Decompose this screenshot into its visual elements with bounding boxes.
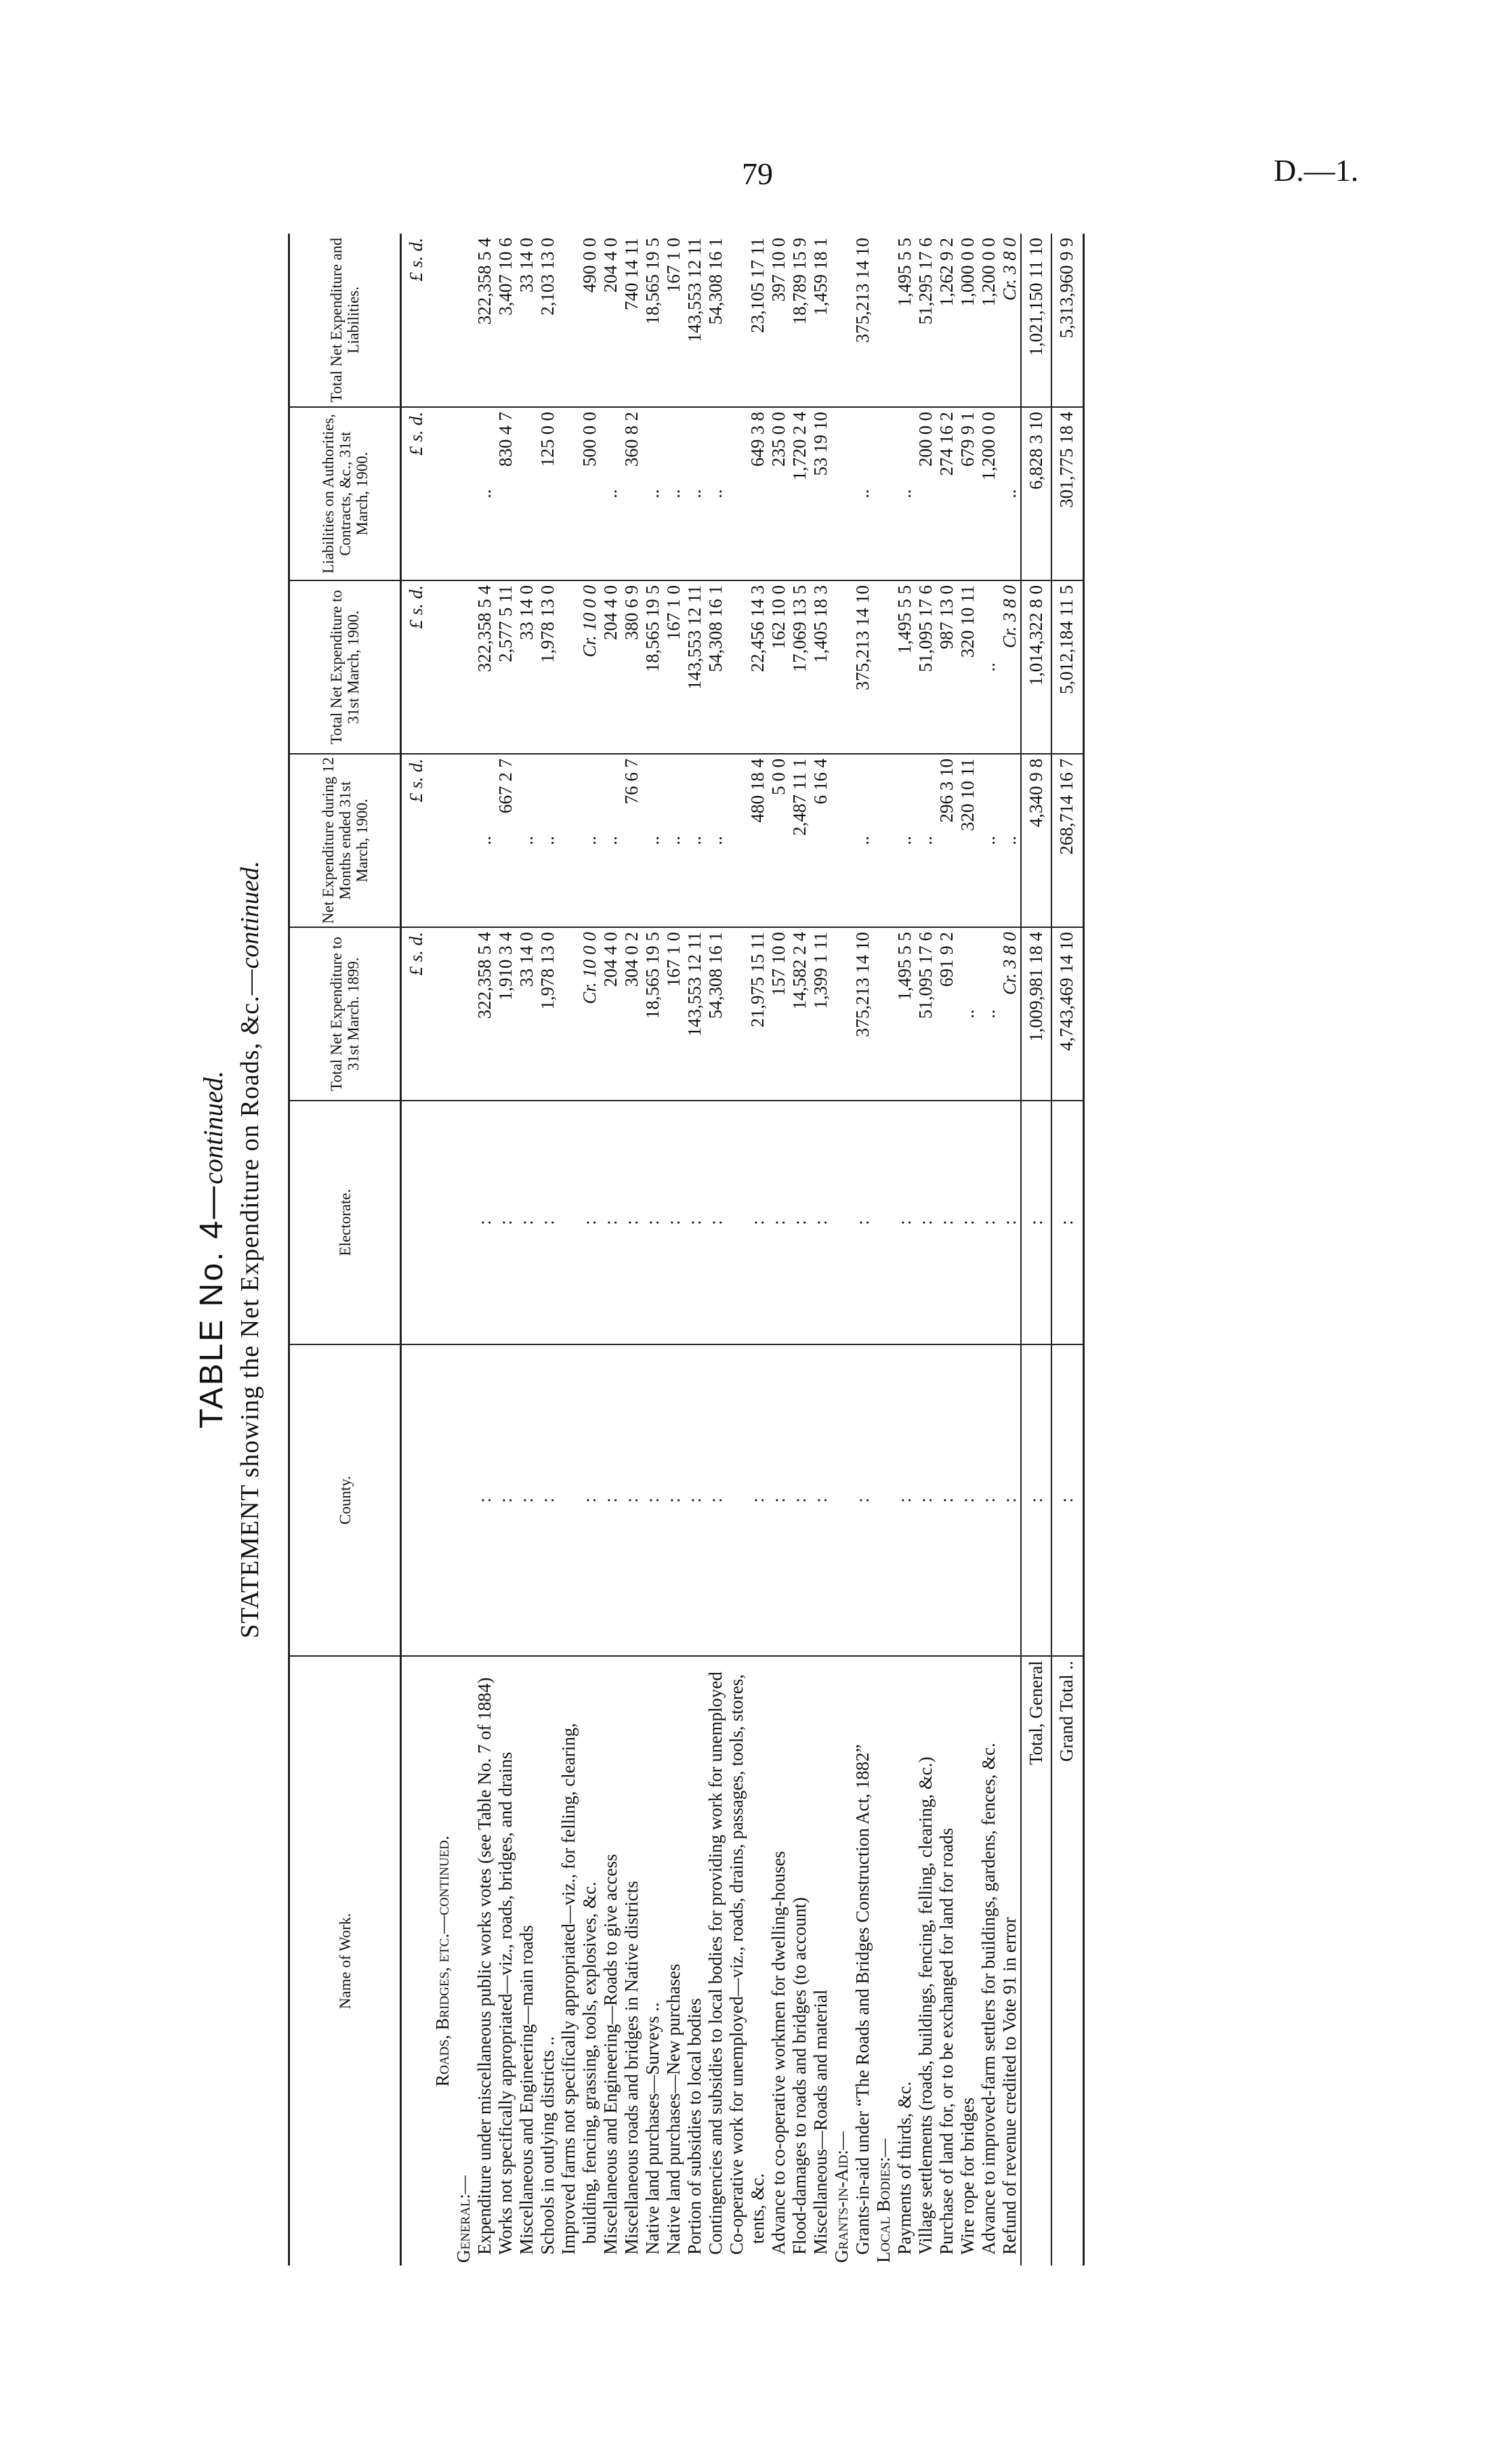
table-row [789, 234, 810, 2266]
amount-cell: 6,828 3 10 [1021, 407, 1051, 580]
amount-cell: 322,358 5 4 [474, 580, 495, 754]
amount-cell [453, 580, 474, 754]
amount-cell: 268,714 16 7 [1051, 754, 1084, 927]
work-name: Grants-in-aid under “The Roads and Bridges Construction Act, 1882” [852, 1744, 873, 2255]
county-cell: : [852, 1344, 873, 1656]
amount-cell: 3,407 10 6 [495, 234, 516, 407]
amount-cell: 500 0 0 [558, 407, 600, 580]
column-header: Name of Work. [289, 1656, 401, 2266]
amount-cell: 1,014,322 8 0 [1021, 580, 1051, 754]
amount-cell: 1,495 5 5 [894, 927, 915, 1101]
electorate-cell: : [516, 1101, 537, 1344]
amount-cell: 33 14 0 [516, 580, 537, 754]
county-cell [432, 1344, 453, 1656]
electorate-cell: : [1021, 1101, 1051, 1344]
amount-cell: 320 10 11 [957, 754, 978, 927]
work-name: Grand Total .. [1051, 1656, 1084, 2266]
section-row [873, 234, 894, 2266]
amount-cell [453, 407, 474, 580]
amount-cell: 649 3 8 [726, 407, 768, 580]
amount-cell: .. [537, 754, 558, 927]
amount-cell: 987 13 0 [936, 580, 957, 754]
amount-cell: 830 4 7 [495, 407, 516, 580]
amount-cell: .. [705, 407, 726, 580]
amount-cell: 23,105 17 11 [726, 234, 768, 407]
amount-cell: 1,910 3 4 [495, 927, 516, 1101]
amount-cell: 322,358 5 4 [474, 927, 495, 1101]
electorate-cell: : [978, 1101, 999, 1344]
table-row [726, 234, 768, 2266]
electorate-cell: : [1051, 1101, 1084, 1344]
amount-cell [453, 754, 474, 927]
expenditure-table [288, 234, 1085, 2266]
table-title [193, 234, 230, 2266]
amount-cell: 54,308 16 1 [705, 927, 726, 1101]
amount-cell: .. [474, 754, 495, 927]
electorate-cell: : [621, 1101, 642, 1344]
amount-cell: 167 1 0 [663, 234, 684, 407]
table-row [936, 234, 957, 2266]
amount-cell: 14,582 2 4 [789, 927, 810, 1101]
amount-cell [873, 754, 894, 927]
work-name: Schools in outlying districts .. [537, 2036, 558, 2255]
county-cell: : [1021, 1344, 1051, 1656]
county-cell: : [957, 1344, 978, 1656]
amount-cell: 1,978 13 0 [537, 580, 558, 754]
amount-cell: .. [957, 927, 978, 1101]
document-reference: D.—1. [1274, 153, 1359, 188]
column-header: Net Expenditure during 12 Months ended 31st March, 1900. [289, 754, 401, 927]
county-cell: : [915, 1344, 936, 1656]
column-header: Total Net Expenditure to 31st March, 1900. [289, 580, 401, 754]
electorate-cell [432, 1101, 453, 1344]
amount-cell [873, 580, 894, 754]
amount-cell: Cr. 3 8 0 [999, 234, 1021, 407]
table-subtitle [235, 234, 265, 2266]
table-row [642, 234, 663, 2266]
amount-cell [453, 927, 474, 1101]
county-cell: : [999, 1344, 1021, 1656]
table-row [957, 234, 978, 2266]
amount-cell: 17,069 13 5 [789, 580, 810, 754]
amount-cell [831, 927, 852, 1101]
work-name: Miscellaneous—Roads and material [810, 1989, 831, 2255]
amount-cell: 204 4 0 [600, 927, 621, 1101]
amount-cell: 320 10 11 [957, 580, 978, 754]
work-name: Refund of revenue credited to Vote 91 in error [999, 1917, 1020, 2255]
electorate-cell: : [789, 1101, 810, 1344]
amount-cell: 18,789 15 9 [789, 234, 810, 407]
units-cell: £ s. d. [401, 754, 433, 927]
work-name: Expenditure under miscellaneous public works votes (see Table No. 7 of 1884) [474, 1677, 495, 2255]
county-cell: : [621, 1344, 642, 1656]
work-name: Roads, Bridges, etc.—continued. [432, 1835, 453, 2087]
electorate-cell: : [600, 1101, 621, 1344]
work-name: Flood-damages to roads and bridges (to account) [789, 1897, 810, 2255]
work-name: Wire rope for bridges [957, 2097, 978, 2255]
amount-cell: 274 16 2 [936, 407, 957, 580]
amount-cell: 204 4 0 [600, 234, 621, 407]
amount-cell: Cr. 3 8 0 [999, 580, 1021, 754]
work-name: Contingencies and subsidies to local bodies for providing work for unemployed [705, 1672, 726, 2255]
amount-cell: .. [978, 580, 999, 754]
amount-cell [432, 407, 453, 580]
work-name: Miscellaneous and Engineering—Roads to give access [600, 1854, 621, 2255]
blank-cell [401, 1101, 433, 1344]
amount-cell [831, 234, 852, 407]
table-row [768, 234, 789, 2266]
amount-cell: .. [978, 927, 999, 1101]
county-cell: : [474, 1344, 495, 1656]
amount-cell: 490 0 0 [558, 234, 600, 407]
amount-cell: .. [642, 407, 663, 580]
amount-cell: 4,743,469 14 10 [1051, 927, 1084, 1101]
amount-cell: 5,012,184 11 5 [1051, 580, 1084, 754]
amount-cell: Cr. 10 0 0 [558, 580, 600, 754]
amount-cell: .. [915, 754, 936, 927]
table-title-continued: continued. [198, 1070, 228, 1185]
amount-cell [831, 407, 852, 580]
total-row [1021, 234, 1051, 2266]
table-row [474, 234, 495, 2266]
electorate-cell: : [957, 1101, 978, 1344]
amount-cell: 1,009,981 18 4 [1021, 927, 1051, 1101]
amount-cell: .. [705, 754, 726, 927]
units-row [401, 234, 433, 2266]
amount-cell: 1,405 18 3 [810, 580, 831, 754]
work-name: Miscellaneous roads and bridges in Native districts [621, 1881, 642, 2255]
electorate-cell: : [558, 1101, 600, 1344]
amount-cell: 304 0 2 [621, 927, 642, 1101]
electorate-cell: : [768, 1101, 789, 1344]
amount-cell: 1,495 5 5 [894, 580, 915, 754]
amount-cell [432, 580, 453, 754]
county-cell: : [936, 1344, 957, 1656]
work-name: Native land purchases—New purchases [663, 1963, 684, 2255]
amount-cell: 162 10 0 [768, 580, 789, 754]
county-cell: : [978, 1344, 999, 1656]
county-cell: : [537, 1344, 558, 1656]
amount-cell: Cr. 10 0 0 [558, 927, 600, 1101]
amount-cell: 51,095 17 6 [915, 580, 936, 754]
amount-cell: .. [852, 407, 873, 580]
electorate-cell: : [537, 1101, 558, 1344]
amount-cell: 740 14 11 [621, 234, 642, 407]
amount-cell: .. [894, 407, 915, 580]
work-name: Advance to co-operative workmen for dwelling-houses [768, 1850, 789, 2255]
amount-cell: 375,213 14 10 [852, 234, 873, 407]
work-name: Purchase of land for, or to be exchanged for land for roads [936, 1827, 957, 2255]
county-cell: : [642, 1344, 663, 1656]
county-cell: : [810, 1344, 831, 1656]
amount-cell: .. [600, 407, 621, 580]
amount-cell: 679 9 1 [957, 407, 978, 580]
county-cell: : [726, 1344, 768, 1656]
table-row [915, 234, 936, 2266]
amount-cell: 1,200 0 0 [978, 407, 999, 580]
amount-cell: 380 6 9 [621, 580, 642, 754]
amount-cell [432, 234, 453, 407]
amount-cell: .. [684, 754, 705, 927]
electorate-cell [453, 1101, 474, 1344]
amount-cell: .. [558, 754, 600, 927]
amount-cell: 204 4 0 [600, 580, 621, 754]
amount-cell: 5 0 0 [768, 754, 789, 927]
electorate-cell: : [663, 1101, 684, 1344]
table-row [999, 234, 1021, 2266]
county-cell: : [495, 1344, 516, 1656]
table-body [401, 234, 1084, 2266]
amount-cell: .. [999, 407, 1021, 580]
amount-cell [453, 234, 474, 407]
amount-cell: 54,308 16 1 [705, 234, 726, 407]
amount-cell [516, 407, 537, 580]
amount-cell: 143,553 12 11 [684, 580, 705, 754]
amount-cell: 200 0 0 [915, 407, 936, 580]
amount-cell: 33 14 0 [516, 927, 537, 1101]
work-name: Co-operative work for unemployed—viz., roads, drains, passages, tools, stores, tents, &c. [726, 1674, 768, 2255]
table-row [621, 234, 642, 2266]
amount-cell: 33 14 0 [516, 234, 537, 407]
county-cell [831, 1344, 852, 1656]
amount-cell: 360 8 2 [621, 407, 642, 580]
column-header: Liabilities on Authorities, Contracts, &c., 31st March, 1900. [289, 407, 401, 580]
grand-row [1051, 234, 1084, 2266]
amount-cell: 1,262 9 2 [936, 234, 957, 407]
amount-cell: 167 1 0 [663, 580, 684, 754]
work-name: Local Bodies:— [873, 2138, 894, 2263]
amount-cell: 1,720 2 4 [789, 407, 810, 580]
amount-cell: .. [684, 407, 705, 580]
blank-cell [401, 1344, 433, 1656]
electorate-cell: : [726, 1101, 768, 1344]
amount-cell [831, 754, 852, 927]
amount-cell: .. [852, 754, 873, 927]
table-row [684, 234, 705, 2266]
electorate-cell: : [852, 1101, 873, 1344]
amount-cell [432, 754, 453, 927]
page-number: 79 [742, 156, 773, 191]
electorate-cell: : [495, 1101, 516, 1344]
column-header: County. [289, 1344, 401, 1656]
amount-cell: .. [999, 754, 1021, 927]
amount-cell: 125 0 0 [537, 407, 558, 580]
amount-cell: 1,495 5 5 [894, 234, 915, 407]
amount-cell: 21,975 15 11 [726, 927, 768, 1101]
amount-cell: 1,200 0 0 [978, 234, 999, 407]
table-row [663, 234, 684, 2266]
amount-cell: 1,000 0 0 [957, 234, 978, 407]
units-cell: £ s. d. [401, 927, 433, 1101]
electorate-cell: : [915, 1101, 936, 1344]
table-row [894, 234, 915, 2266]
amount-cell: 375,213 14 10 [852, 927, 873, 1101]
electorate-cell: : [810, 1101, 831, 1344]
amount-cell: 397 10 0 [768, 234, 789, 407]
center-row [432, 234, 453, 2266]
column-header: Total Net Expenditure and Liabilities. [289, 234, 401, 407]
table-row [705, 234, 726, 2266]
amount-cell: 22,456 14 3 [726, 580, 768, 754]
amount-cell: 6 16 4 [810, 754, 831, 927]
work-name: Improved farms not specifically appropriated—viz., for felling, clearing, building, fencing, grassing, tools, explosives, &c. [558, 1723, 600, 2255]
county-cell: : [516, 1344, 537, 1656]
amount-cell: .. [894, 754, 915, 927]
amount-cell: 2,487 11 1 [789, 754, 810, 927]
work-name: Miscellaneous and Engineering—main roads [516, 1925, 537, 2255]
work-name: Grants-in-Aid:— [831, 2131, 852, 2263]
units-cell: £ s. d. [401, 234, 433, 407]
amount-cell: 375,213 14 10 [852, 580, 873, 754]
table-row [537, 234, 558, 2266]
table-row [978, 234, 999, 2266]
county-cell: : [1051, 1344, 1084, 1656]
electorate-cell [831, 1101, 852, 1344]
table-title-main: TABLE No. 4— [194, 1184, 230, 1429]
amount-cell: 235 0 0 [768, 407, 789, 580]
amount-cell: 322,358 5 4 [474, 234, 495, 407]
county-cell: : [705, 1344, 726, 1656]
amount-cell: 1,021,150 11 10 [1021, 234, 1051, 407]
amount-cell: 2,103 13 0 [537, 234, 558, 407]
amount-cell: Cr. 3 8 0 [999, 927, 1021, 1101]
table-row [495, 234, 516, 2266]
amount-cell: 76 6 7 [621, 754, 642, 927]
amount-cell: 480 18 4 [726, 754, 768, 927]
amount-cell: .. [663, 754, 684, 927]
county-cell: : [663, 1344, 684, 1656]
electorate-cell: : [999, 1101, 1021, 1344]
county-cell [873, 1344, 894, 1656]
amount-cell: 667 2 7 [495, 754, 516, 927]
amount-cell: 1,459 18 1 [810, 234, 831, 407]
amount-cell [873, 407, 894, 580]
electorate-cell: : [642, 1101, 663, 1344]
table-row [516, 234, 537, 2266]
amount-cell: 51,095 17 6 [915, 927, 936, 1101]
electorate-cell: : [936, 1101, 957, 1344]
amount-cell: 1,978 13 0 [537, 927, 558, 1101]
electorate-cell: : [705, 1101, 726, 1344]
amount-cell: .. [474, 407, 495, 580]
county-cell: : [600, 1344, 621, 1656]
table-row [810, 234, 831, 2266]
amount-cell [873, 927, 894, 1101]
units-cell: £ s. d. [401, 580, 433, 754]
county-cell: : [894, 1344, 915, 1656]
amount-cell: 18,565 19 5 [642, 927, 663, 1101]
amount-cell: .. [516, 754, 537, 927]
blank-cell [401, 1656, 433, 2266]
electorate-cell: : [474, 1101, 495, 1344]
work-name: Portion of subsidies to local bodies [684, 1998, 705, 2255]
amount-cell: 143,553 12 11 [684, 927, 705, 1101]
table-row [852, 234, 873, 2266]
units-cell: £ s. d. [401, 407, 433, 580]
county-cell: : [558, 1344, 600, 1656]
amount-cell: 2,577 5 11 [495, 580, 516, 754]
amount-cell: 54,308 16 1 [705, 580, 726, 754]
rotated-table-region [193, 234, 1358, 2266]
amount-cell: 1,399 1 11 [810, 927, 831, 1101]
amount-cell: 51,295 17 6 [915, 234, 936, 407]
amount-cell: 296 3 10 [936, 754, 957, 927]
amount-cell: .. [642, 754, 663, 927]
amount-cell: 5,313,960 9 9 [1051, 234, 1084, 407]
table-subtitle-continued: continued. [236, 861, 264, 969]
work-name: Works not specifically appropriated—viz., roads, bridges, and drains [495, 1751, 516, 2255]
amount-cell: 143,553 12 11 [684, 234, 705, 407]
county-cell [453, 1344, 474, 1656]
work-name: Advance to improved-farm settlers for buildings, gardens, fences, &c. [978, 1743, 999, 2255]
table-header-row [289, 234, 401, 2266]
work-name: Village settlements (roads, buildings, fencing, felling, clearing, &c.) [915, 1756, 936, 2255]
amount-cell: .. [663, 407, 684, 580]
section-row [453, 234, 474, 2266]
amount-cell: .. [600, 754, 621, 927]
work-name: Payments of thirds, &c. [894, 2081, 915, 2255]
column-header: Electorate. [289, 1101, 401, 1344]
amount-cell: .. [978, 754, 999, 927]
amount-cell: 167 1 0 [663, 927, 684, 1101]
table-row [558, 234, 600, 2266]
amount-cell [432, 927, 453, 1101]
amount-cell [873, 234, 894, 407]
amount-cell: 18,565 19 5 [642, 234, 663, 407]
work-name: Total, General [1021, 1656, 1051, 2266]
work-name: General:— [453, 2175, 474, 2263]
county-cell: : [768, 1344, 789, 1656]
electorate-cell: : [894, 1101, 915, 1344]
amount-cell: 4,340 9 8 [1021, 754, 1051, 927]
amount-cell [831, 580, 852, 754]
column-header: Total Net Expenditure to 31st March. 1899. [289, 927, 401, 1101]
county-cell: : [684, 1344, 705, 1656]
work-name: Native land purchases—Surveys .. [642, 2002, 663, 2255]
county-cell: : [789, 1344, 810, 1656]
amount-cell: 691 9 2 [936, 927, 957, 1101]
amount-cell: 53 19 10 [810, 407, 831, 580]
electorate-cell [873, 1101, 894, 1344]
table-row [600, 234, 621, 2266]
amount-cell: 157 10 0 [768, 927, 789, 1101]
amount-cell: 18,565 19 5 [642, 580, 663, 754]
electorate-cell: : [684, 1101, 705, 1344]
section-row [831, 234, 852, 2266]
table-subtitle-main: STATEMENT showing the Net Expenditure on Roads, &c.— [236, 969, 264, 1638]
amount-cell: 301,775 18 4 [1051, 407, 1084, 580]
